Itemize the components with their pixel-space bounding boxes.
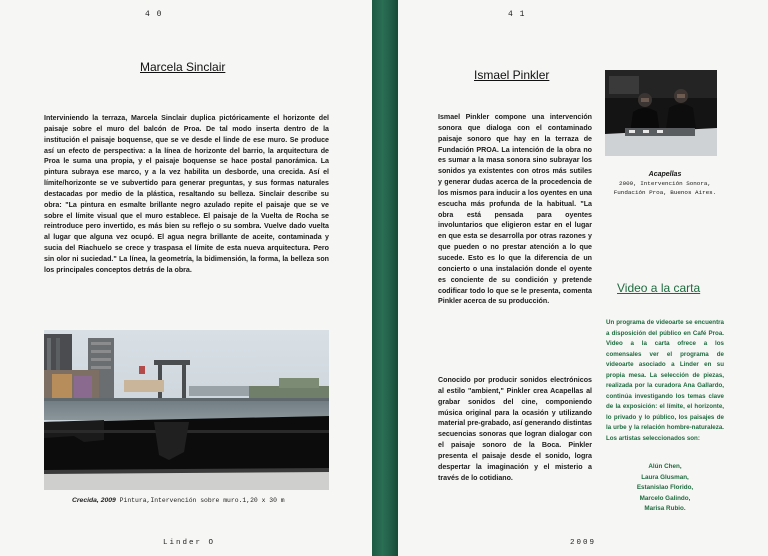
book-gutter [372,0,398,556]
video-a-la-carta-title: Video a la carta [617,281,701,295]
page-title-left: Marcela Sinclair [140,60,226,74]
acapellas-photo [605,70,717,156]
footer-right: 2009 [570,539,597,547]
artist-name: Laura Glusman, [641,473,689,481]
acapellas-caption-line1: 2009, Intervención Sonora, [619,180,711,187]
artist-name: Estanislao Florido, [636,484,694,491]
footer-left: Linder O [163,539,216,547]
crecida-caption [72,497,285,504]
left-page [0,0,372,556]
caption-detail: Pintura,Intervención sobre muro.1,20 x 30 m [115,497,285,504]
article-body-sinclair: Interviniendo la terraza, Marcela Sinclair duplica pictóricamente el horizonte del paisaje sobre el muro del balcón de Proa. De tal modo inserta dentro de la institución el paisaje boquense, que se ve desde el linde de ese muro. Se produce así un efecto de perspectiva: a la línea de horizonte del barrio, la arquitectura de Proa le suma una propia, y el paisaje boquense se hace postal panorámica. La pintura subraya ese marco, y a la vez habilita un desborde, una crecida. Así el límite/horizonte se ve subvertido para generar preguntas, y sus formas naturales destacadas por medio de la plástica, resaltando su belleza. Sinclair describe su obra: "La pintura en esmalte brillante negro azulado repite el paisaje que se ve sobre el límite visual que el muro establece. El paisaje de la Vuelta de Rocha se reintroduce pero invertido, es más bien su reflejo o su sombra. Vuelve dado vuelta al lugar que alguna vez ocupó. El agua negra brillante de aceite, contaminada y sucia del Riachuelo se crece y traspasa el límite de esta nueva arquitectura. Pero sin olor ni suciedad." La línea, la geometría, la bidimensión, la forma, la belleza son los principales conceptos detrás de la obra. [44,114,329,274]
acapellas-image [605,70,717,156]
video-artist-list [606,462,724,515]
article-body-pinkler-1: Ismael Pinkler compone una intervención sonora que dialoga con el contaminado paisaje sonoro que hay en la terraza de Fundación PROA. La intención de la obra no es sumar a la masa sonora sino subrayar los sonidos ya existentes con otros más sutiles y generar dudas acerca de la procedencia de los mismos para inducir a los oyentes en una escucha más profunda de la habitual. "La obra está pensada para oyentes involuntarios que eligieron estar en el lugar en que esta se desarrolla por otras razones y que pueden o no prestar atención a lo que sucede. Esto es lo que la diferencia de un concierto o una instalación donde el oyente es conciente de su condición y pretende codificar todo lo que se le presenta, comenta Pinkler acerca de su producción. [438,113,592,306]
acapellas-caption-line2: Fundación Proa, Buenos Aires. [613,189,717,196]
page-number-left: 4 0 [145,10,163,19]
artist-name: Alún Chen, [648,463,682,470]
acapellas-caption [605,170,725,197]
crecida-photo [44,330,329,490]
artist-name: Marcelo Galindo, [639,494,691,502]
caption-title: Crecida, 2009 [72,497,116,504]
page-title-right: Ismael Pinkler [474,68,550,82]
video-a-la-carta-text: Un programa de videoarte se encuentra a disposición del público en Café Proa. Video a la carta ofrece a los comensales ver el programa de videoarte asociado a Linder en su propia mesa. La selección de piezas, realizada por la curadora Ana Gallardo, continúa investigando los temas clave de la exposición: el límite, el horizonte, lo privado y lo público, los paisajes de la urbe y la relación hombre-naturaleza. Los artistas seleccionados son: [606,319,724,442]
page-number-right: 4 1 [508,10,526,19]
acapellas-caption-title: Acapellas [648,171,682,178]
crecida-image [44,330,329,490]
article-body-pinkler-2: Conocido por producir sonidos electrónicos al estilo "ambient," Pinkler crea Acapellas al grabar sonidos del cine, componiendo música original para la ocasión y utilizando material pre-grabado, así generando distintas secuencias sonoras que logran dialogar con el paisaje sonoro de la Boca. Pinkler presenta el paisaje desde el sonido, logra despertar la imaginación y el misterio a través de lo cotidiano. [438,376,592,482]
artist-name: Marisa Rubio. [644,505,686,512]
